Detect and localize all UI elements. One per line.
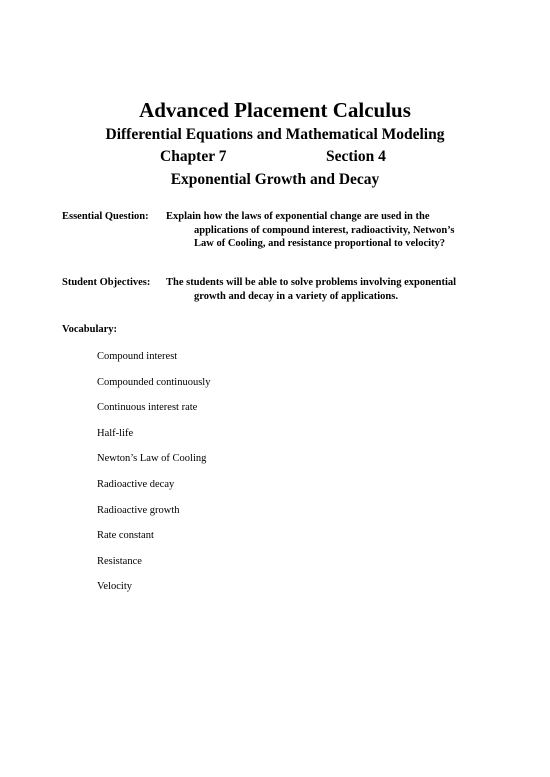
vocabulary-item: Continuous interest rate (97, 402, 198, 414)
topic-heading: Exponential Growth and Decay (170, 171, 380, 188)
student-objectives-label: Student Objectives: (62, 277, 151, 288)
essential-question-label: Essential Question: (62, 211, 149, 222)
document-header (0, 96, 550, 192)
vocabulary-item: Radioactive decay (97, 478, 175, 490)
vocabulary-item: Radioactive growth (97, 504, 180, 516)
vocabulary-list (97, 351, 210, 607)
vocabulary-item: Rate constant (97, 530, 154, 542)
vocabulary-item: Newton’s Law of Cooling (97, 453, 207, 465)
student-objectives-first-line: The students will be able to solve problems involving exponential (166, 277, 457, 288)
section-label: Section 4 (326, 148, 386, 165)
chapter-section-row (0, 146, 550, 168)
student-objectives-continuation: growth and decay in a variety of applications. (194, 290, 398, 302)
vocabulary-label: Vocabulary: (62, 324, 118, 335)
vocabulary-item: Resistance (97, 555, 142, 567)
page-subtitle: Differential Equations and Mathematical Modeling (105, 126, 445, 143)
essential-question-text (166, 210, 456, 251)
vocabulary-item: Compounded continuously (97, 376, 211, 388)
essential-question-first-line: Explain how the laws of exponential change are used in the (166, 211, 430, 222)
student-objectives-text (166, 276, 456, 303)
vocabulary-item: Velocity (97, 581, 132, 593)
page-title: Advanced Placement Calculus (139, 98, 411, 122)
essential-question-continuation: applications of compound interest, radioactivity, Netwon’s Law of Cooling, and resistance proportional to velocity? (194, 224, 455, 249)
vocabulary-item: Half-life (97, 427, 134, 439)
vocabulary-item: Compound interest (97, 351, 178, 362)
chapter-label: Chapter 7 (160, 148, 227, 165)
